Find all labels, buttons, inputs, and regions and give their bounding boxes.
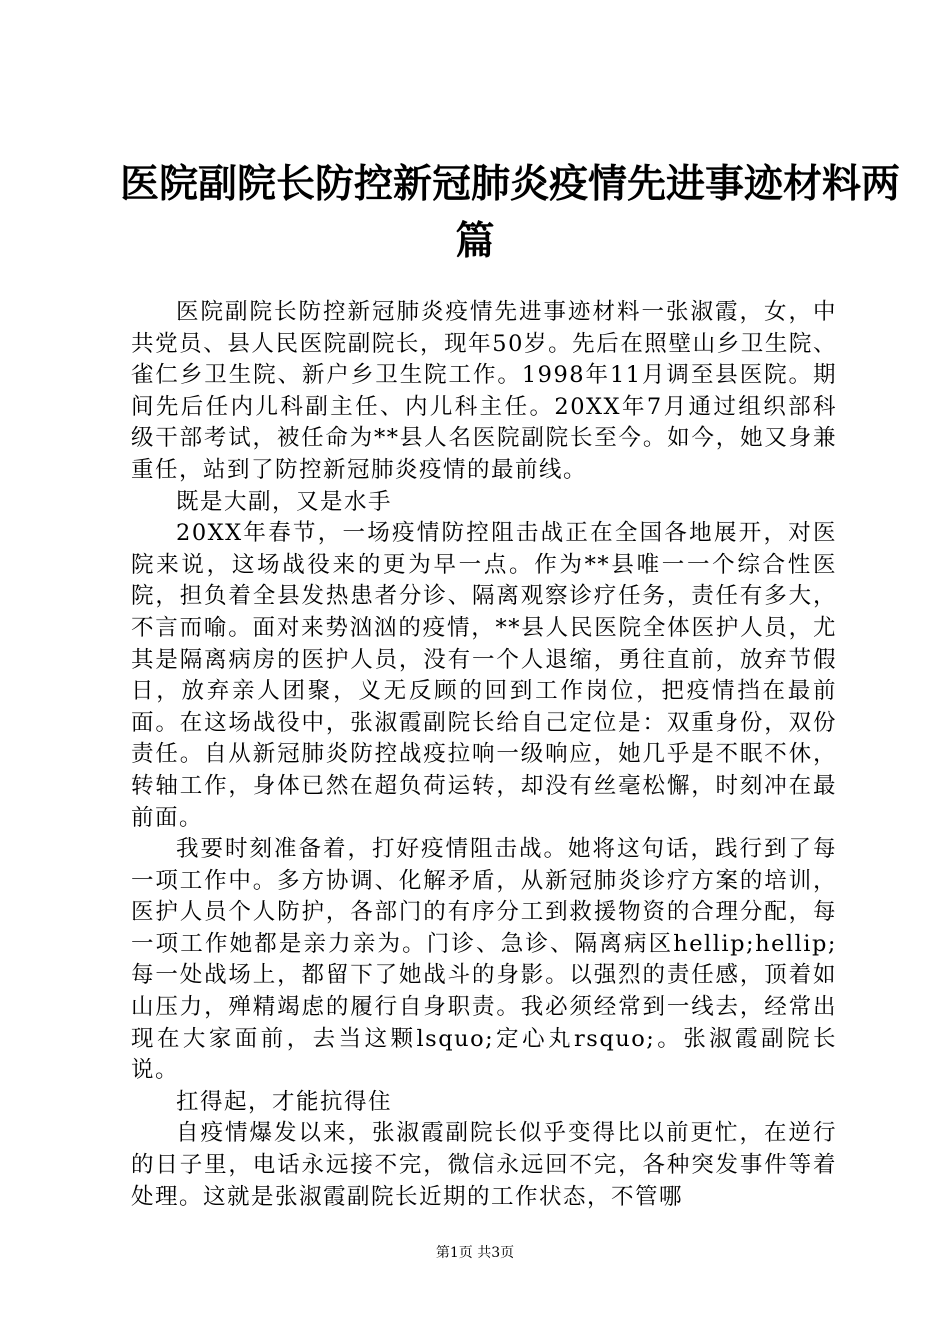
page-number-footer: 第1页 共3页 xyxy=(435,1245,515,1261)
document-title-line2: 篇 xyxy=(455,219,495,264)
section-heading-2: 扛得起，才能抗得住 xyxy=(176,1088,393,1115)
paragraph-section-1: 20XX年春节，一场疫情防控阻击战正在全国各地展开，对医院来说，这场战役来的更为早一点。作为**县唯一一个综合性医院，担负着全县发热患者分诊、隔离观察诊疗任务，责任有多大，不言而喻。面对来势汹汹的疫情，**县人民医院全体医护人员，尤其是隔离病房的医护人员，没有一个人退缩，勇往直前，放弃节假日，放弃亲人团聚，义无反顾的回到工作岗位，把疫情挡在最前面。在这场战役中，张淑霞副院长给自己定位是：双重身份，双份责任。自从新冠肺炎防控战疫拉响一级响应，她几乎是不眠不休，转轴工作，身体已然在超负荷运转，却没有丝毫松懈，时刻冲在最前面。 xyxy=(131,520,837,831)
document-title-line1: 医院副院长防控新冠肺炎疫情先进事迹材料两 xyxy=(120,162,901,207)
document-body xyxy=(131,297,837,1213)
section-heading-1: 既是大副，又是水手 xyxy=(176,488,393,515)
paragraph-section-2: 自疫情爆发以来，张淑霞副院长似乎变得比以前更忙，在逆行的日子里，电话永远接不完，微信永远回不完，各种突发事件等着处理。这就是张淑霞副院长近期的工作状态，不管哪 xyxy=(131,1120,837,1210)
paragraph-intro: 医院副院长防控新冠肺炎疫情先进事迹材料一张淑霞，女，中共党员、县人民医院副院长，现年50岁。先后在照壁山乡卫生院、雀仁乡卫生院、新户乡卫生院工作。1998年11月调至县医院。期间先后任内儿科副主任、内儿科主任。20XX年7月通过组织部科级干部考试，被任命为**县人名医院副院长至今。如今，她又身兼重任，站到了防控新冠肺炎疫情的最前线。 xyxy=(131,299,837,483)
paragraph-section-1b: 我要时刻准备着，打好疫情阻击战。她将这句话，践行到了每一项工作中。多方协调、化解矛盾，从新冠肺炎诊疗方案的培训，医护人员个人防护，各部门的有序分工到救援物资的合理分配，每一项工作她都是亲力亲为。门诊、急诊、隔离病区hellip;hellip;每一处战场上，都留下了她战斗的身影。以强烈的责任感，顶着如山压力，殚精竭虑的履行自身职责。我必须经常到一线去，经常出现在大家面前，去当这颗lsquo;定心丸rsquo;。张淑霞副院长说。 xyxy=(131,836,837,1084)
